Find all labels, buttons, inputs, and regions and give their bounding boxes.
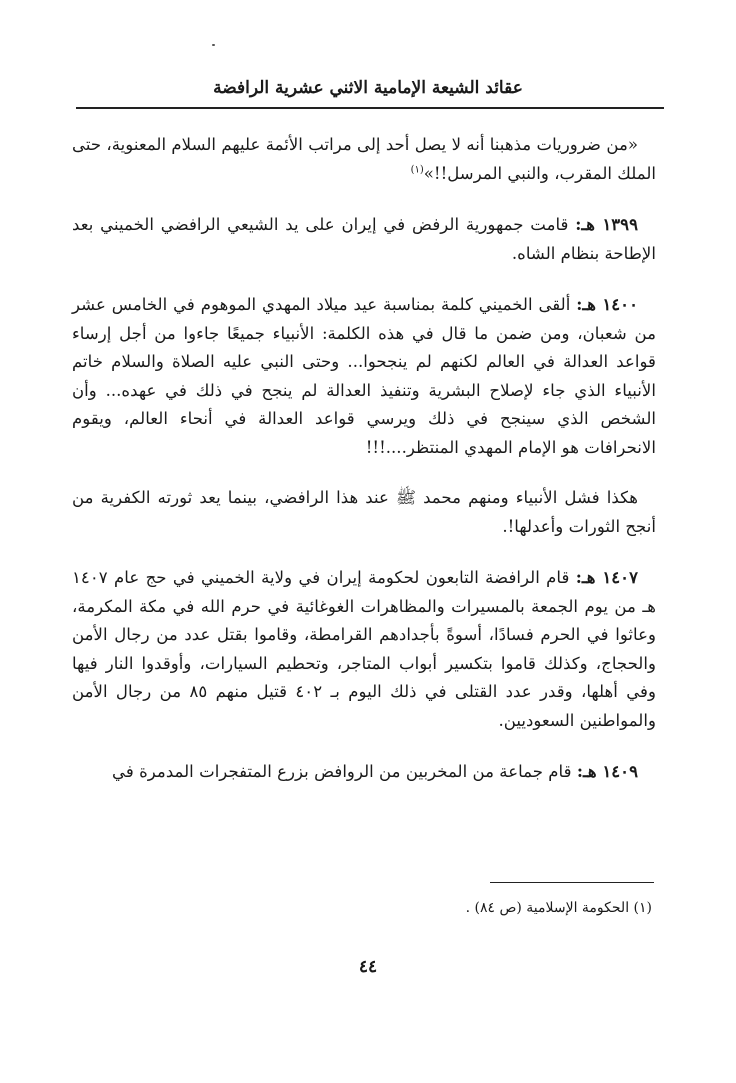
footnote: (١) الحكومة الإسلامية (ص ٨٤) . [465,900,652,916]
scan-speck [212,44,215,46]
year-label: ١٣٩٩ هـ: [575,214,639,234]
page-number: ٤٤ [358,957,378,977]
paragraph-text: هكذا فشل الأنبياء ومنهم محمد ﷺ عند هذا الرافضي، بينما يعد ثورته الكفرية من أنجح الثورات وأعدلها!. [72,488,656,536]
paragraph-text: قام جماعة من المخربين من الروافض بزرع المتفجرات المدمرة في [112,762,572,781]
paragraph-text: قامت جمهورية الرفض في إيران على يد الشيعي الرافضي الخميني بعد الإطاحة بنظام الشاه. [72,215,656,263]
year-label: ١٤٠٧ هـ: [575,567,638,587]
paragraph-text: ألقى الخميني كلمة بمناسبة عيد ميلاد المهدي الموهوم في الخامس عشر من شعبان، ومن ضمن ما قال في هذه الكلمة: الأنبياء جميعًا جاءوا من أجل إرساء قواعد العدالة في العالم لكنهم لم ينجحوا... وحتى النبي عليه الصلاة والسلام خاتم الأنبياء الذي جاء لإصلاح البشرية وتنفيذ العدالة لم ينجح في ذلك في عهده... وأن الشخص الذي سينجح في ذلك ويرسي قواعد العدالة في أنحاء العالم، ويقوم الانحرافات هو الإمام المهدي المنتظر....!!! [72,295,656,457]
paragraph-1399 [72,210,656,268]
running-header: عقائد الشيعة الإمامية الاثني عشرية الرافضة [213,78,523,98]
paragraph-quote [72,131,656,188]
paragraph-1409 [72,757,656,787]
paragraph-1407 [72,563,656,735]
header-rule [76,107,664,109]
year-label: ١٤٠٠ هـ: [576,294,638,314]
paragraph-text: «من ضروريات مذهبنا أنه لا يصل أحد إلى مراتب الأئمة عليهم السلام المعنوية، حتى الملك المقرب، والنبي المرسل!!» [72,135,656,183]
paragraph-commentary [72,484,656,541]
footnote-rule [490,882,654,883]
body-text [72,131,656,809]
paragraph-1400 [72,290,656,462]
year-label: ١٤٠٩ هـ: [576,761,638,781]
paragraph-text: قام الرافضة التابعون لحكومة إيران في ولاية الخميني في حج عام ١٤٠٧ هـ من يوم الجمعة بالمسيرات والمظاهرات الغوغائية في حرم الله في مكة المكرمة، وعاثوا في الحرم فسادًا، أسوةً بأجدادهم القرامطة، وقاموا بقتل عدد من رجال الأمن والحجاج، وكذلك قاموا بتكسير أبواب المتاجر، وتحطيم السيارات، وأوقدوا النار فيها وفي أهلها، وقدر عدد القتلى في ذلك اليوم بـ ٤٠٢ قتيل منهم ٨٥ من رجال الأمن والمواطنين السعوديين. [72,568,656,730]
footnote-reference: (١) [410,163,424,175]
